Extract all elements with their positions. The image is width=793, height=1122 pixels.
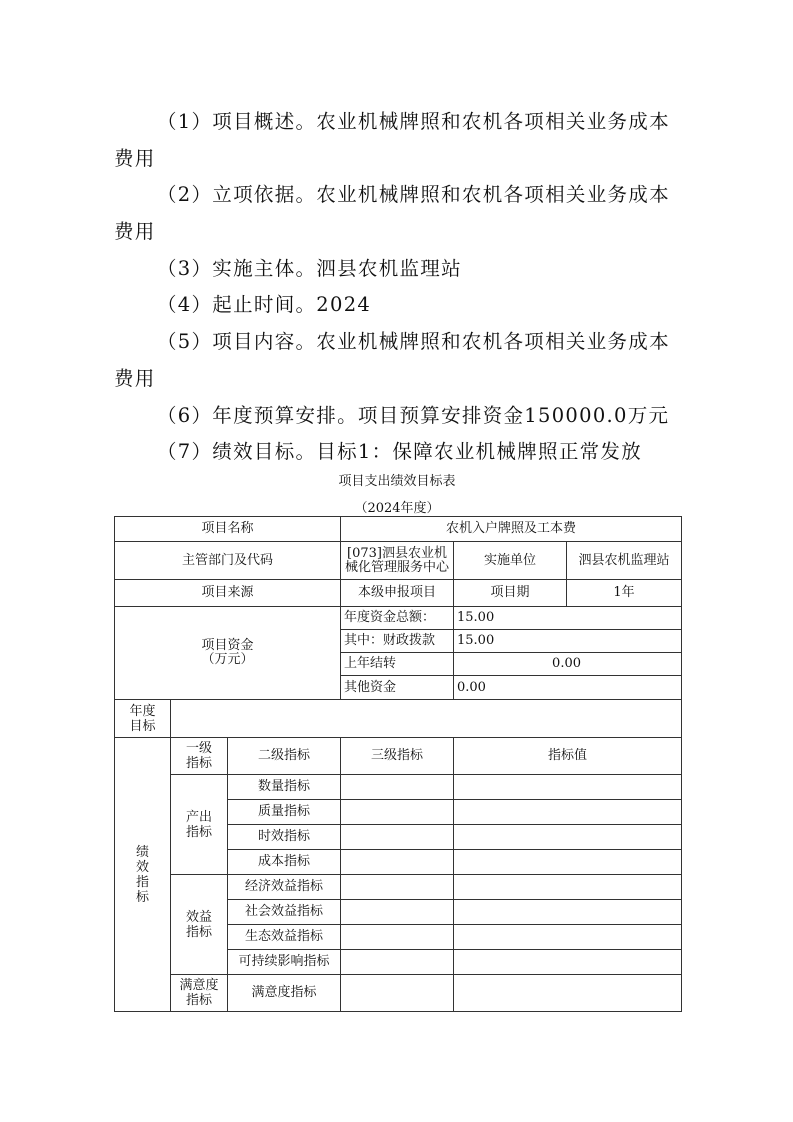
- group-benefit-cell: [171, 875, 228, 975]
- header-l2: 二级指标: [228, 738, 341, 775]
- funds-total-value: 15.00: [454, 607, 567, 630]
- para-3: （3）实施主体。泗县农机监理站: [157, 256, 462, 280]
- indicator-quality: 质量指标: [228, 800, 341, 825]
- indicator-ecological: 生态效益指标: [228, 925, 341, 950]
- indicator-l3: [341, 825, 454, 850]
- group-satisfaction-cell: [171, 975, 228, 1012]
- para-2: （2）立项依据。农业机械牌照和农机各项相关业务成本: [157, 183, 670, 207]
- header-value: 指标值: [454, 738, 682, 775]
- funds-other-label: 其他资金: [341, 676, 454, 700]
- indicator-economic: 经济效益指标: [228, 875, 341, 900]
- para-1-cont: 费用: [114, 146, 156, 170]
- funds-carry-value: 0.00: [454, 653, 682, 676]
- indicator-value: [454, 800, 682, 825]
- group-output: 产出指标: [185, 809, 212, 840]
- indicator-value: [454, 850, 682, 875]
- indicator-value: [454, 925, 682, 950]
- indicator-quantity: 数量指标: [228, 775, 341, 800]
- group-benefit: 效益指标: [185, 909, 212, 940]
- perf-label-cell: [115, 738, 171, 1012]
- annual-goal-label: 年度目标: [129, 703, 156, 734]
- indicator-l3: [341, 900, 454, 925]
- indicator-cost: 成本指标: [228, 850, 341, 875]
- annual-goal-label-cell: [115, 700, 171, 738]
- period-value: 1年: [567, 580, 682, 607]
- dept-label: 主管部门及代码: [115, 542, 341, 580]
- header-l3: 三级指标: [341, 738, 454, 775]
- indicator-l3: [341, 850, 454, 875]
- para-6: （6）年度预算安排。项目预算安排资金150000.0万元: [157, 403, 670, 427]
- indicator-value: [454, 975, 682, 1012]
- indicator-sustainable: 可持续影响指标: [228, 950, 341, 975]
- header-l1-cell: [171, 738, 228, 775]
- para-1: （1）项目概述。农业机械牌照和农机各项相关业务成本: [157, 110, 670, 133]
- funds-total-label: 年度资金总额：: [341, 607, 454, 630]
- period-label: 项目期: [454, 580, 567, 607]
- body-text: [114, 104, 680, 471]
- indicator-value: [454, 825, 682, 850]
- funds-carry-label: 上年结转: [341, 653, 454, 676]
- perf-label: 绩效指标: [135, 844, 149, 905]
- unit-label: 实施单位: [454, 542, 567, 580]
- table-title: 项目支出绩效目标表: [338, 474, 456, 489]
- indicator-l3: [341, 775, 454, 800]
- unit-value: 泗县农机监理站: [567, 542, 682, 580]
- table-subtitle: （2024年度）: [354, 501, 440, 516]
- funds-other-value: 0.00: [454, 676, 567, 700]
- indicator-value: [454, 875, 682, 900]
- source-label: 项目来源: [115, 580, 341, 607]
- para-5-cont: 费用: [114, 366, 156, 390]
- funds-total-blank: [567, 607, 682, 630]
- para-2-cont: 费用: [114, 220, 156, 244]
- group-output-cell: [171, 775, 228, 875]
- indicator-l3: [341, 875, 454, 900]
- indicator-satisfaction: 满意度指标: [228, 975, 341, 1012]
- indicator-value: [454, 900, 682, 925]
- indicator-l3: [341, 975, 454, 1012]
- annual-goal-value: [171, 700, 682, 738]
- group-satisfaction: 满意度指标: [179, 978, 219, 1008]
- funds-other-blank: [567, 676, 682, 700]
- project-name-label: 项目名称: [115, 517, 341, 542]
- para-5: （5）项目内容。农业机械牌照和农机各项相关业务成本: [157, 330, 670, 354]
- para-7: （7）绩效目标。目标1：保障农业机械牌照正常发放: [157, 440, 643, 464]
- funds-fiscal-blank: [567, 630, 682, 653]
- indicator-value: [454, 775, 682, 800]
- dept-value: [073]泗县农业机械化管理服务中心: [341, 542, 454, 580]
- funds-fiscal-value: 15.00: [454, 630, 567, 653]
- indicator-l3: [341, 950, 454, 975]
- indicator-l3: [341, 800, 454, 825]
- indicator-l3: [341, 925, 454, 950]
- indicator-timeliness: 时效指标: [228, 825, 341, 850]
- para-4: （4）起止时间。2024: [157, 293, 372, 317]
- funds-unit: （万元）: [201, 652, 254, 667]
- indicator-social: 社会效益指标: [228, 900, 341, 925]
- source-value: 本级申报项目: [341, 580, 454, 607]
- funds-fiscal-label: 其中：财政拨款: [341, 630, 454, 653]
- performance-table: [114, 516, 682, 1012]
- indicator-value: [454, 950, 682, 975]
- project-name: 农机入户牌照及工本费: [341, 517, 682, 542]
- funds-label: 项目资金: [201, 638, 254, 653]
- funds-label-cell: [115, 607, 341, 700]
- header-l1: 一级指标: [185, 741, 212, 771]
